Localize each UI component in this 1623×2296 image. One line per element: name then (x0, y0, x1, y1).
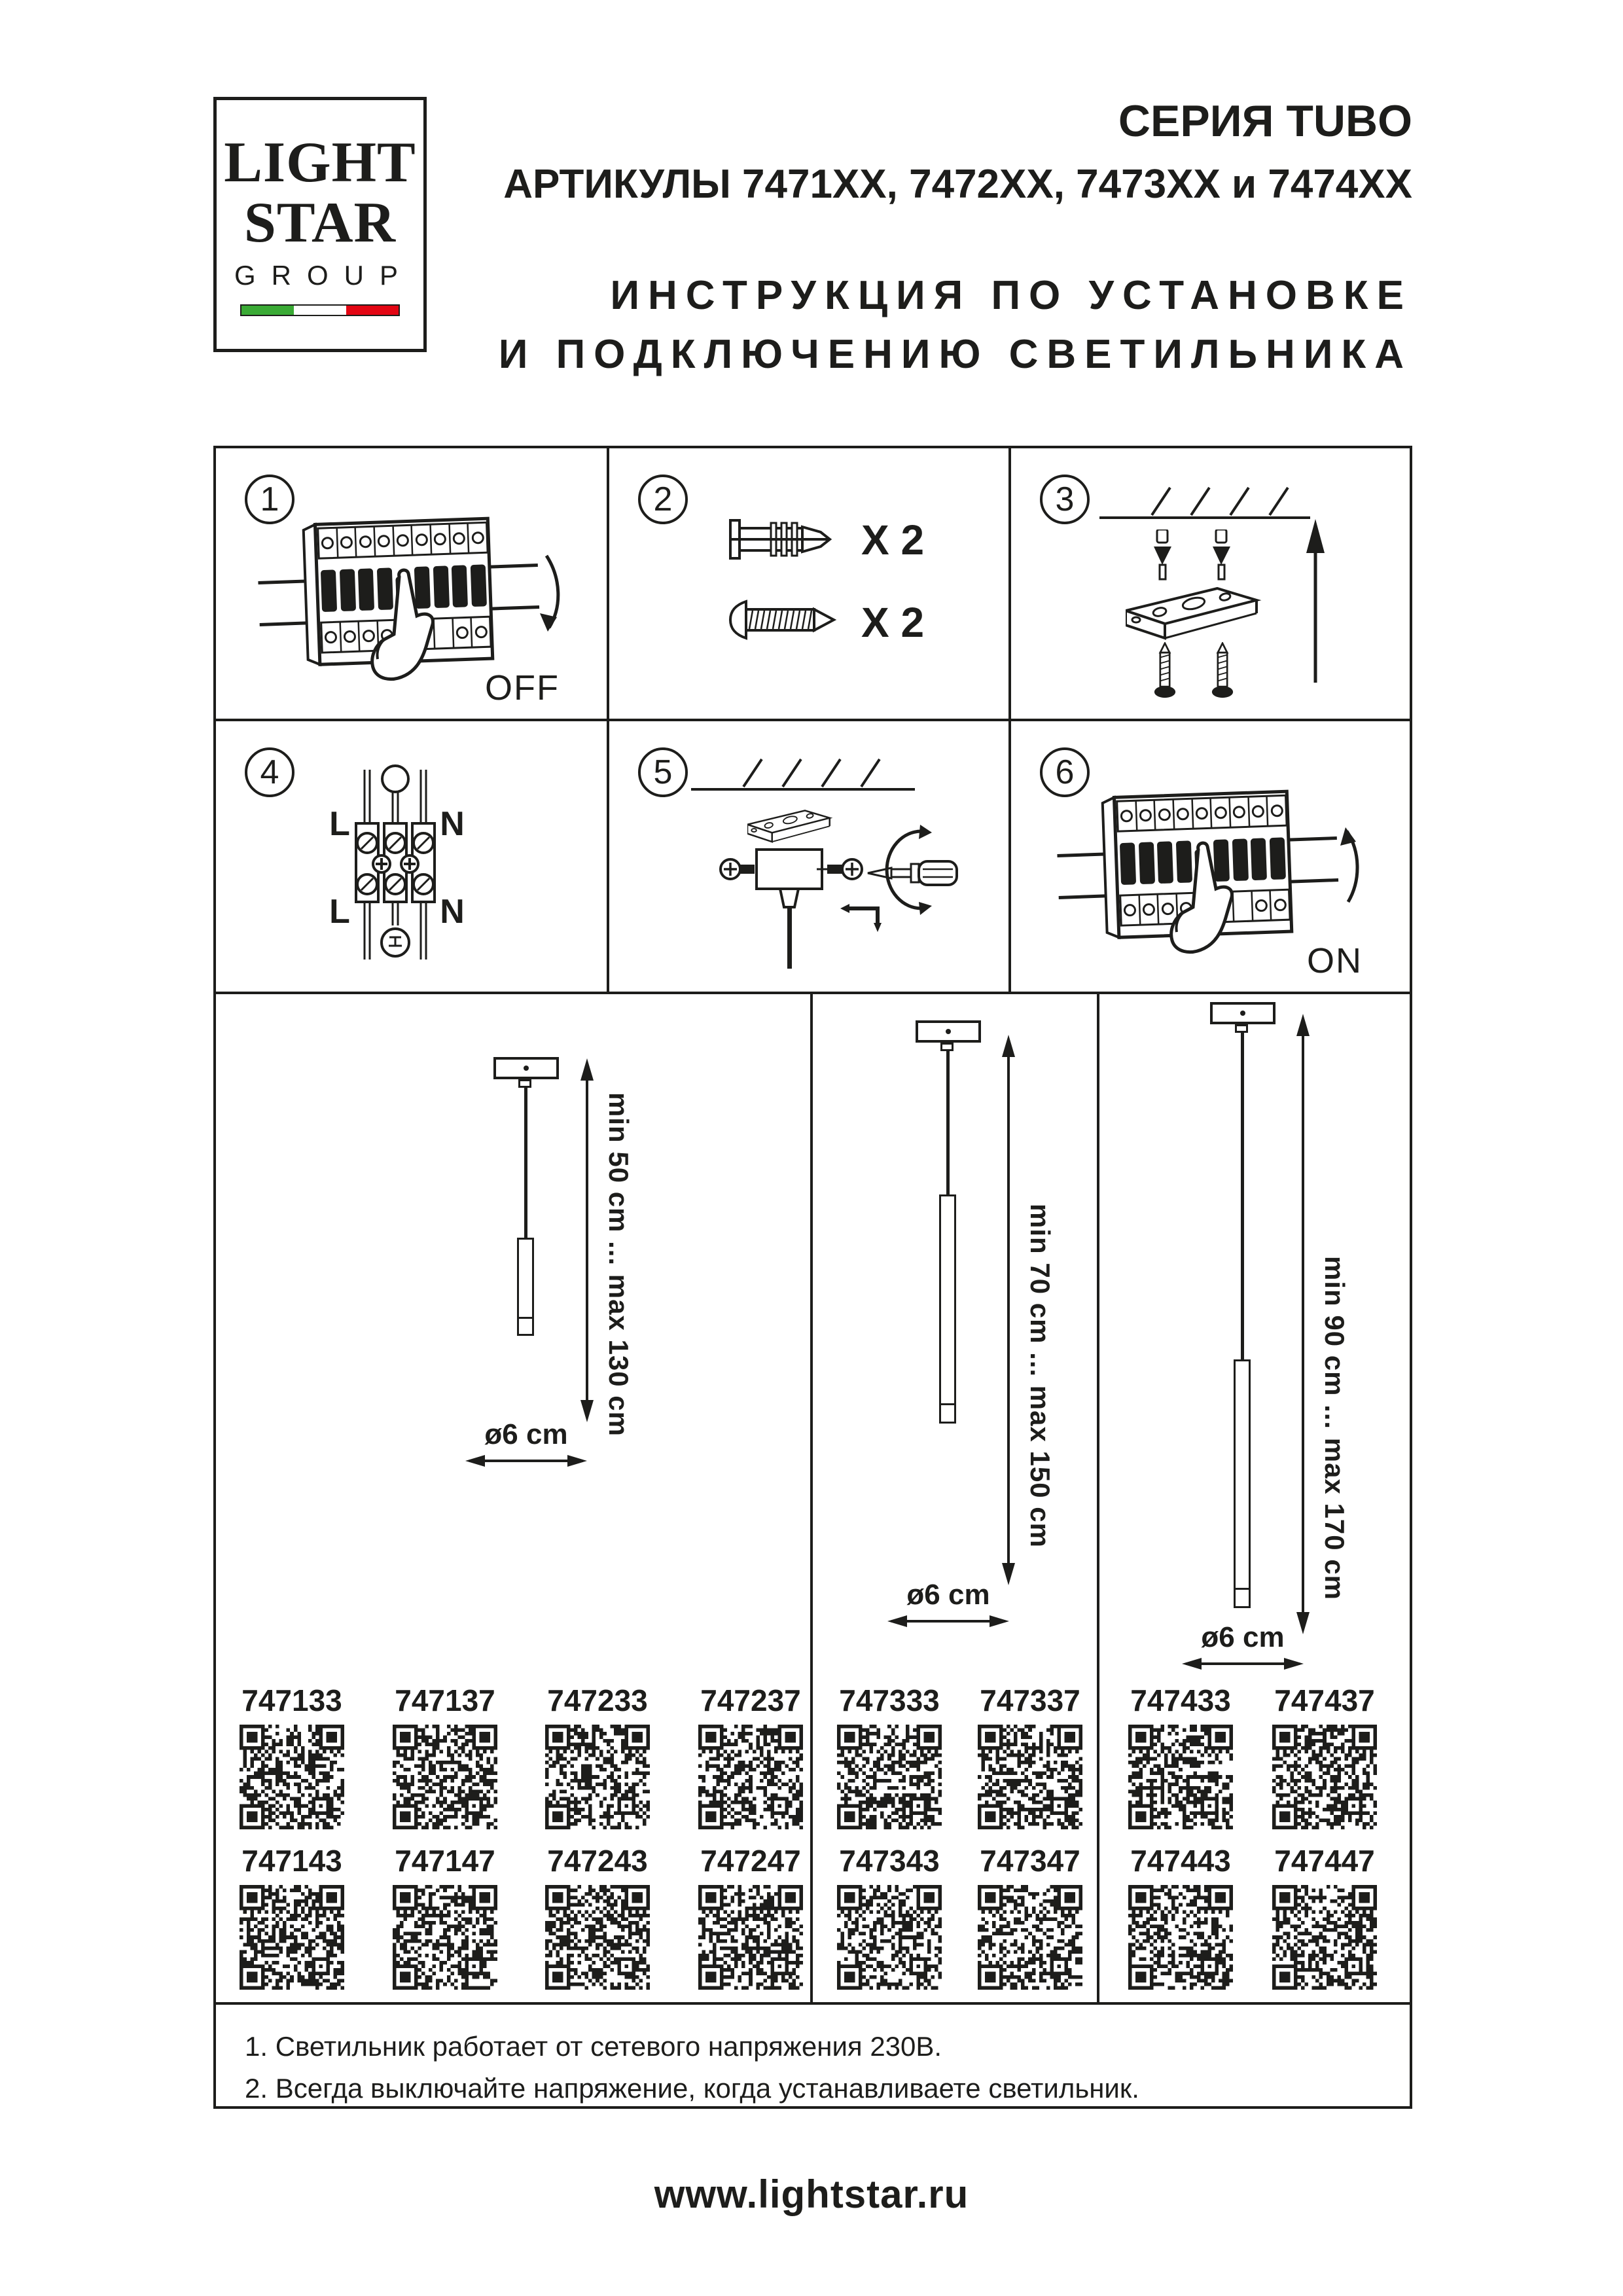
svg-text:X 2: X 2 (861, 516, 925, 564)
canopy-mounting-illustration (652, 751, 966, 974)
product-code-747133: 747133 (226, 1683, 357, 1829)
height-range-label-1: min 50 cm ... max 130 cm (603, 1092, 634, 1437)
svg-text:N: N (439, 893, 465, 931)
qr-code-747437 (1272, 1725, 1377, 1829)
qr-code-747133 (240, 1725, 344, 1829)
product-code-747447: 747447 (1259, 1843, 1390, 1990)
qr-code-747337 (978, 1725, 1082, 1829)
instruction-title-line2: И ПОДКЛЮЧЕНИЮ СВЕТИЛЬНИКА (498, 332, 1412, 377)
flag-white-stripe (294, 306, 346, 315)
lamp-tube-2 (939, 1194, 956, 1424)
diameter-arrow-1 (464, 1452, 588, 1469)
product-code-747347: 747347 (965, 1843, 1096, 1990)
step-4-cell (216, 721, 609, 994)
product-code-747147: 747147 (380, 1843, 510, 1990)
articles-line: АРТИКУЛЫ 7471XX, 7472XX, 7473XX и 7474XX (503, 162, 1412, 207)
instruction-title (365, 266, 1412, 384)
diameter-label-1: ø6 cm (484, 1418, 568, 1450)
qr-code-747433 (1128, 1725, 1233, 1829)
terminal-wiring-illustration (255, 751, 569, 974)
qr-code-747143 (240, 1885, 344, 1990)
product-code-747337: 747337 (965, 1683, 1096, 1829)
qr-code-747447 (1272, 1885, 1377, 1990)
height-dimension-arrow-1 (575, 1057, 599, 1424)
qr-code-747237 (698, 1725, 803, 1829)
svg-text:L: L (329, 893, 350, 931)
height-dimension-arrow-2 (997, 1033, 1020, 1587)
website-url: www.lightstar.ru (654, 2172, 969, 2216)
instruction-title-line1: ИНСТРУКЦИЯ ПО УСТАНОВКЕ (610, 273, 1412, 318)
diameter-label-2: ø6 cm (906, 1579, 990, 1611)
product-code-747333: 747333 (824, 1683, 955, 1829)
step-6-cell (1011, 721, 1410, 994)
product-code-747243: 747243 (532, 1843, 663, 1990)
step-3-cell (1011, 448, 1410, 721)
safety-notes (216, 2002, 1410, 2106)
height-range-label-2: min 70 cm ... max 150 cm (1025, 1204, 1056, 1548)
lamp-tube-1 (517, 1238, 534, 1336)
product-code-747343: 747343 (824, 1843, 955, 1990)
logo-word-group: GROUP (234, 260, 414, 291)
product-code-747237: 747237 (685, 1683, 816, 1829)
note-line-2: 2. Всегда выключайте напряжение, когда устанавливаете светильник. (245, 2073, 1139, 2104)
qr-code-747137 (393, 1725, 497, 1829)
product-code-747433: 747433 (1115, 1683, 1246, 1829)
step-5-cell (609, 721, 1011, 994)
product-code-747137: 747137 (380, 1683, 510, 1829)
product-code-747233: 747233 (532, 1683, 663, 1829)
diameter-arrow-3 (1181, 1655, 1305, 1672)
step-6-number-badge: 6 (1040, 747, 1090, 797)
suspension-rod-2 (946, 1051, 950, 1194)
lamp-variant-2-section (813, 994, 1099, 2002)
step-2-number-badge: 2 (638, 475, 688, 524)
instruction-panel (213, 446, 1412, 2109)
step-2-cell (609, 448, 1011, 721)
qr-code-747443 (1128, 1885, 1233, 1990)
ceiling-bracket-illustration (1054, 478, 1368, 701)
lamp-variant-1-section (216, 994, 813, 2002)
svg-text:L: L (329, 805, 350, 843)
lamp-variant-3-section (1099, 994, 1410, 2002)
height-dimension-arrow-3 (1291, 1013, 1315, 1636)
product-code-747437: 747437 (1259, 1683, 1390, 1829)
power-on-label: ON (1307, 941, 1363, 980)
lamp-tube-3 (1234, 1359, 1251, 1608)
suspension-rod-1 (524, 1088, 527, 1238)
diameter-label-3: ø6 cm (1201, 1621, 1285, 1653)
qr-code-747243 (545, 1885, 650, 1990)
power-off-label: OFF (485, 668, 560, 708)
qr-code-747233 (545, 1725, 650, 1829)
svg-text:X 2: X 2 (861, 599, 925, 646)
product-code-747247: 747247 (685, 1843, 816, 1990)
qr-code-747247 (698, 1885, 803, 1990)
series-title: СЕРИЯ TUBO (1118, 96, 1412, 146)
logo-word-star: STAR (243, 191, 397, 255)
document-header (365, 98, 1412, 384)
product-code-747143: 747143 (226, 1843, 357, 1990)
anchor-and-screw-illustration (652, 478, 966, 701)
svg-text:N: N (439, 805, 465, 843)
qr-code-747147 (393, 1885, 497, 1990)
product-code-747443: 747443 (1115, 1843, 1246, 1990)
diameter-arrow-2 (886, 1613, 1010, 1630)
step-1-number-badge: 1 (245, 475, 294, 524)
suspension-rod-3 (1241, 1033, 1244, 1359)
step-1-cell (216, 448, 609, 721)
qr-code-747347 (978, 1885, 1082, 1990)
logo-word-light: LIGHT (224, 131, 416, 194)
note-line-1: 1. Светильник работает от сетевого напряжения 230В. (245, 2031, 942, 2062)
step-4-number-badge: 4 (245, 747, 294, 797)
qr-code-747343 (837, 1885, 942, 1990)
height-range-label-3: min 90 cm ... max 170 cm (1319, 1256, 1350, 1600)
step-3-number-badge: 3 (1040, 475, 1090, 524)
qr-code-747333 (837, 1725, 942, 1829)
flag-green-stripe (241, 306, 294, 315)
step-5-number-badge: 5 (638, 747, 688, 797)
